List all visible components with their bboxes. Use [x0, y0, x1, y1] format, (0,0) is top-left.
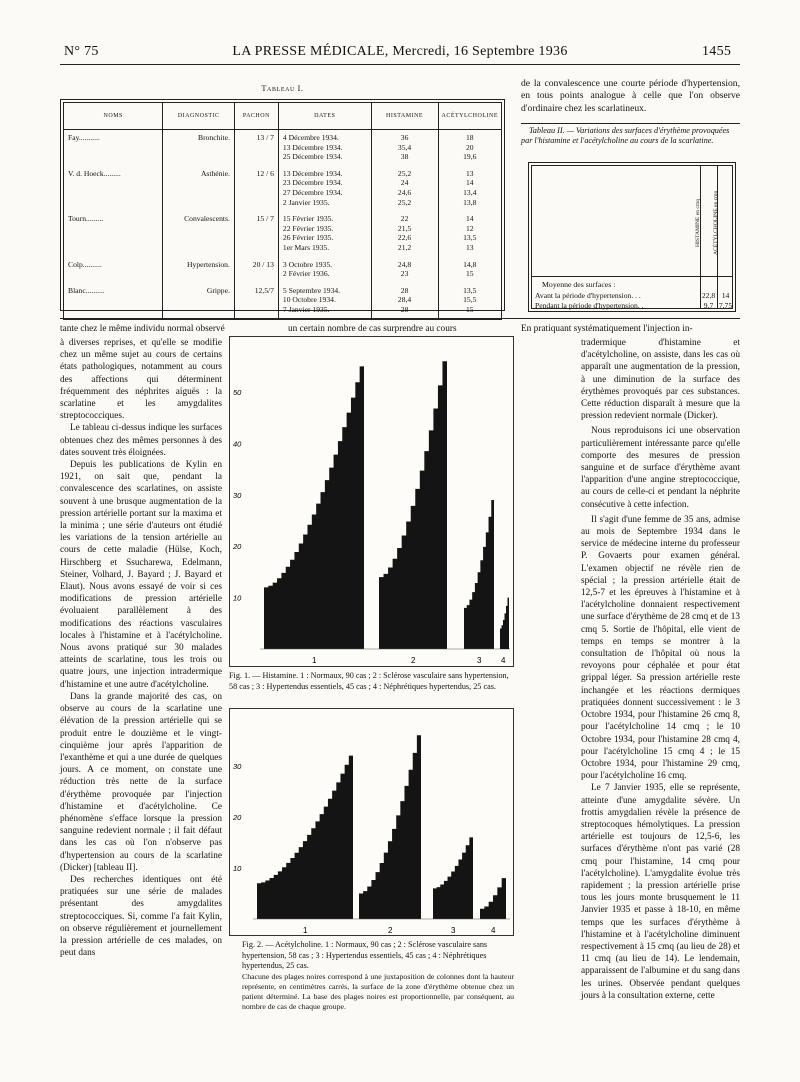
table1-cell-name	[64, 257, 163, 283]
table1-value: 36	[400, 133, 409, 142]
left-column	[60, 337, 222, 959]
category-label: 1	[303, 926, 308, 935]
y-tick-label: 40	[233, 439, 242, 449]
table1-value: 28	[400, 285, 409, 295]
right-column	[521, 337, 740, 1002]
table1-value: 21,5	[397, 223, 412, 233]
table1-cell-diagnostic	[163, 211, 234, 256]
table1-value: 24,8	[397, 259, 412, 269]
figure-1-frame	[229, 336, 514, 667]
table1-cell-acetylcholine	[438, 257, 502, 283]
table1-value: 13,5	[463, 233, 477, 243]
table1-value: Fay...........	[68, 133, 100, 142]
table1-cell-name	[64, 130, 163, 166]
table1-value: 22	[400, 214, 409, 224]
table1-cell-name	[64, 211, 163, 256]
table1-cell-name	[64, 166, 163, 211]
table1-value: Convalescents.	[184, 214, 230, 224]
table1-value: Tourn.........	[68, 214, 104, 224]
table1-value: 15,5	[463, 295, 477, 305]
table1-value: 26 Février 1935.	[282, 233, 334, 243]
table1-value: 23 Décembre 1934.	[282, 178, 343, 188]
table1-value: 15	[465, 269, 474, 279]
table1-value: 15	[465, 304, 474, 314]
group-1-block	[264, 366, 364, 649]
table1-cell-histamine	[371, 130, 438, 166]
table1-cell-diagnostic	[163, 166, 234, 211]
group-3-block	[464, 500, 494, 649]
table1-cell-histamine	[371, 257, 438, 283]
table1-value: 3 Octobre 1935.	[282, 259, 333, 269]
table1-value: 22 Février 1935.	[282, 223, 334, 233]
table1-value: 19,6	[463, 152, 477, 162]
page-number: 1455	[702, 44, 732, 59]
table1-value: 13	[465, 242, 474, 252]
table1-cell-histamine	[371, 283, 438, 319]
table1-value: 2 Janvier 1935.	[282, 197, 330, 207]
figure-note: Chacune des plages noires correspond à une juxtaposition de colonnes dont la hauteur représente, en centimètres carrés, la surface de la zone d'érythème obtenue chez un patient déterminé. La base des plages noires est proportionnelle, par conséquent, au nombre de cas de chaque groupe.	[242, 972, 514, 1011]
table1-cell-diagnostic	[163, 283, 234, 319]
table1-row	[64, 130, 502, 166]
table1-value: 24	[400, 178, 409, 188]
table1-cell-dates	[278, 283, 371, 319]
table1-value: 13 Décembre 1934.	[282, 168, 343, 178]
table1-header: ACÉTYLCHOLINE	[438, 103, 502, 130]
paragraph: Le 7 Janvier 1935, elle se représente, atteinte d'une amygdalite sévère. Un frottis amygdalien révèle la présence de streptocoques hémolytiques. La pression artérielle est toujours de 12,5-6, les surfaces d'érythème n'ont pas varié (28 cmq pour l'histamine, 14 cmq pour l'acétylcholine). L'amygdalite évolue très rapidement ; la pression artérielle prise tous les jours monte brusquement le 11 Janvier 1935 et passe à 18-10, en même temps que les surfaces d'érythème à l'histamine et à l'acétylcholine diminuent respectivement à 15 cmq (au lieu de 28) et 11 cmq (au lieu de 14). Le lendemain, apparaissent de l'albumine et du sang dans les urines. Observée pendant quelques jours à la consultation externe, cette	[581, 783, 740, 1001]
table1-value: 10 Octobre 1934.	[282, 295, 336, 305]
table1-value: Grippe.	[206, 285, 230, 295]
table1-value: V. d. Hoeck.........	[68, 168, 121, 178]
table1-cell-pachon	[234, 130, 278, 166]
table1-header: DIAGNOSTIC	[163, 103, 234, 130]
table1-value: 15 / 7	[256, 214, 274, 224]
group-4-block	[480, 878, 506, 919]
group-1-block	[257, 756, 353, 919]
y-tick-label: 20	[233, 812, 242, 822]
table1-cell-dates	[278, 166, 371, 211]
right-column-rule	[521, 123, 740, 124]
category-label: 3	[451, 926, 456, 935]
table1	[63, 102, 502, 320]
table1-row	[64, 211, 502, 256]
table1-cell-pachon	[234, 257, 278, 283]
table2-col-histamine: HISTAMINE en cmq	[695, 198, 701, 248]
table1-value: Hypertension.	[187, 259, 230, 269]
table1-value: 13,8	[463, 197, 477, 207]
group-2-block	[359, 735, 421, 919]
y-tick-label: 30	[233, 490, 242, 500]
table1-value: Asthénie.	[200, 168, 230, 178]
table2-label: Moyenne des surfaces :	[542, 280, 616, 289]
table1-cell-histamine	[371, 211, 438, 256]
paragraph: Le tableau ci-dessus indique les surfaces obtenues chez des mêmes personnes à des dates souvent très éloignées.	[60, 423, 222, 458]
table1-value: Blanc..........	[68, 285, 105, 295]
table1-value: 13 Décembre 1934.	[282, 142, 343, 152]
group-2-block	[379, 361, 447, 649]
figure-1-chart	[230, 337, 513, 666]
y-tick-label: 10	[233, 593, 242, 603]
table2-cell: 22,8	[701, 291, 716, 300]
paragraph: Nous reproduisons ici une observation particulièrement intéressante parce qu'elle comporte des mesures de pression sanguine et de surface d'érythème avant l'apparition d'une angine streptococcique, au cours de celle-ci et pendant la néphrite consécutive à cette infection.	[581, 426, 740, 510]
table1-row	[64, 283, 502, 319]
group-4-block	[500, 598, 509, 649]
table1-value: 35,4	[397, 142, 412, 152]
table1-value: 20 / 13	[252, 259, 274, 269]
table1-body	[64, 130, 502, 320]
table1-cell-diagnostic	[163, 257, 234, 283]
figure-2-caption: Fig. 2. — Acétylcholine. 1 : Normaux, 90 cas ; 2 : Sclérose vasculaire sans hypertension, 58 cas ; 3 : Hypertendus essentiels, 45 cas ; 4 : Néphrétiques hypertendus, 25 cas.	[242, 940, 488, 970]
table1-value: 4 Décembre 1934.	[282, 133, 339, 142]
table2-cell: 7,75	[718, 301, 733, 310]
table1-row	[64, 166, 502, 211]
table1-caption: Tableau I.	[261, 84, 304, 93]
table1-cell-pachon	[234, 211, 278, 256]
table1-cell-acetylcholine	[438, 211, 502, 256]
table2-row-label: Pendant la période d'hypertension. .	[535, 301, 644, 310]
table1-cell-pachon	[234, 166, 278, 211]
figure-1-caption: Fig. 1. — Histamine. 1 : Normaux, 90 cas ; 2 : Sclérose vasculaire sans hypertension, 58 cas ; 3 : Hypertendus essentiels, 45 cas ; 4 : Néphrétiques hypertendus, 25 cas.	[229, 671, 509, 691]
table1-value: 25 Décembre 1934.	[282, 152, 343, 162]
table1-value: 13,5	[463, 285, 477, 295]
table1-value: 38	[400, 152, 409, 162]
table2-row-label: Avant la période d'hypertension. . .	[535, 291, 641, 300]
category-label: 1	[312, 656, 317, 665]
table1-header: PACHON	[234, 103, 278, 130]
table1-value: 13	[465, 168, 474, 178]
table1-header: HISTAMINE	[371, 103, 438, 130]
table1-value: 25,2	[397, 168, 412, 178]
right-column-top-text: de la convalescence une courte période d'hypertension, en tous points analogue à celle que l'on observe d'ordinaire chez les scarlatineux.	[521, 78, 740, 114]
table1-value: 27 Décembre 1934.	[282, 187, 343, 197]
paragraph: Des recherches identiques ont été pratiquées sur une série de malades présentant des amygdalites streptococciques. Si, comme l'a fait Kylin, on observe régulièrement et journellement la pression artérielle de ces malades, on peut dans	[60, 874, 222, 959]
table2-caption: Tableau II. — Variations des surfaces d'érythème provoquées par l'histamine et l'acétylcholine au cours de la scarlatine.	[521, 126, 730, 145]
table1-value: 28	[400, 304, 409, 314]
table1-value: 13 / 7	[256, 133, 274, 142]
table1-cell-acetylcholine	[438, 166, 502, 211]
left-column-first-line: tante chez le même individu normal observé	[60, 324, 225, 334]
table1-value: Colp..........	[68, 259, 102, 269]
table1-value: 2 Février 1936.	[282, 269, 330, 279]
table1-cell-pachon	[234, 283, 278, 319]
table2	[531, 165, 733, 309]
table1-cell-dates	[278, 211, 371, 256]
y-tick-label: 10	[233, 863, 242, 873]
table1-cell-name	[64, 283, 163, 319]
table1-cell-acetylcholine	[438, 130, 502, 166]
table1-value: 25,2	[397, 197, 412, 207]
category-label: 4	[491, 926, 496, 935]
category-label: 4	[501, 656, 506, 665]
paragraph: Depuis les publications de Kylin en 1921, on sait que, pendant la convalescence des scarlatines, on assiste souvent à une brusque augmentation de la pression artérielle portant sur la maxima et la minima ; une série d'auteurs ont étudié les variations de la tension artérielle au cours de cette maladie (Hülse, Koch, Hirschberg et Ssucharewa, Edelmann, Steiner, Volhard, J. Bayard ; J. Bayard et Elaut). Nous avons essayé de voir si ces modifications de pression artérielle évoluaient parallèlement à des modifications des réactions vasculaires locales à l'histamine et à l'acétylcholine. Nous avons pratiqué sur 30 malades atteints de scarlatine, tous les trois ou quatre jours, une injection intradermique d'histamine et une autre d'acétylcholine.	[60, 460, 222, 690]
paragraph: tradermique d'histamine et d'acétylcholine, on assiste, dans les cas où apparaît une augmentation de la pression, à une diminution de la surface des érythèmes provoqués par ces substances. Cette réduction disparaît à mesure que la pression redevient normale (Dicker).	[581, 338, 740, 422]
table1-value: 18	[465, 133, 474, 142]
table2-col-acetylcholine: ACÉTYLCHOLINE en cmq	[713, 190, 719, 256]
group-3-block	[433, 837, 473, 919]
table1-header-row	[64, 103, 502, 130]
table1-value: 5 Septembre 1934.	[282, 285, 341, 295]
table1-header: NOMS	[64, 103, 163, 130]
table2-frame	[528, 162, 736, 312]
table1-header: DATES	[278, 103, 371, 130]
table1-value: 14,8	[463, 259, 477, 269]
paragraph: Il s'agit d'une femme de 35 ans, admise au mois de Septembre 1934 dans le service de médecine interne du professeur P. Govaerts pour examen général. L'examen objectif ne révèle rien de spécial ; la pression artérielle était de 12,5-7 et les épreuves à l'histamine et à l'acétylcholine donnaient respectivement une surface d'érythème de 28 cmq et de 13 cmq 5. Sortie de l'hôpital, elle vient de temps en temps se montrer à la consultation de l'hôpital où nous la revoyons pour céphalée et pour état grippal léger. Sa pression artérielle reste inchangée et les réactions dermiques pratiquées donnent successivement : le 3 Octobre 1934, pour l'histamine 26 cmq 8, pour l'acétylcholine 14 cmq ; le 10 Octobre 1934, pour l'histamine 28 cmq 4, pour l'acétylcholine 15 cmq 4 ; le 15 Octobre 1934, pour l'histamine 29 cmq, pour l'acétylcholine 16 cmq.	[581, 514, 740, 782]
table1-cell-dates	[278, 130, 371, 166]
y-tick-label: 30	[233, 761, 242, 771]
table1-value: 13,4	[463, 187, 477, 197]
right-column-first-line: En pratiquant systématiquement l'injection in-	[521, 324, 693, 334]
table2-cell: 9,7	[703, 301, 714, 310]
table1-row	[64, 257, 502, 283]
table1-value: 12	[465, 223, 474, 233]
y-tick-label: 50	[233, 388, 242, 398]
table1-value: 24,6	[397, 187, 412, 197]
table1-value: 14	[465, 178, 474, 188]
category-label: 2	[388, 926, 393, 935]
center-first-line: un certain nombre de cas surprendre au cours	[288, 324, 457, 334]
table1-value: Bronchite.	[198, 133, 230, 142]
figure-2-chart	[230, 709, 513, 935]
header-rule	[60, 64, 740, 65]
y-tick-label: 20	[233, 542, 242, 552]
table1-frame	[60, 99, 505, 314]
table2-divider	[532, 276, 732, 277]
table1-value: 1er Mars 1935.	[282, 242, 330, 252]
table2-cell: 14	[721, 291, 730, 300]
category-label: 3	[477, 656, 482, 665]
table1-value: 20	[465, 142, 474, 152]
table1-value: 23	[400, 269, 409, 279]
table1-value: 12 / 6	[256, 168, 274, 178]
table1-value: 14	[465, 214, 474, 224]
table1-value: 22,6	[397, 233, 412, 243]
table1-cell-dates	[278, 257, 371, 283]
journal-title: LA PRESSE MÉDICALE, Mercredi, 16 Septembre 1936	[232, 44, 568, 59]
table1-cell-acetylcholine	[438, 283, 502, 319]
paragraph: Dans la grande majorité des cas, on observe au cours de la scarlatine une élévation de la pression artérielle qui se produit entre le douzième et le vingt-cinquième jour après l'apparition de l'exanthème et qui a une durée de quelques jours. A ce moment, on constate une réduction très nette de la surface d'érythème provoquée par l'injection d'histamine et d'acétylcholine. Ce phénomène s'efface lorsque la pression sanguine redevient normale ; il fait défaut dans les cas où l'on n'observe pas d'hypertension au cours de la scarlatine (Dicker) [tableau II].	[60, 691, 222, 873]
table1-value: 15 Février 1935.	[282, 214, 334, 224]
table1-value: 28,4	[397, 295, 412, 305]
figure-2-frame	[229, 708, 514, 936]
issue-number: N° 75	[64, 44, 99, 59]
category-label: 2	[411, 656, 416, 665]
table1-value: 12,5/7	[254, 285, 274, 295]
table1-cell-histamine	[371, 166, 438, 211]
table1-value: 7 Janvier 1935.	[282, 304, 330, 314]
table1-cell-diagnostic	[163, 130, 234, 166]
table1-value: 21,2	[397, 242, 412, 252]
paragraph: à diverses reprises, et qu'elle se modifie chez un même sujet au cours de certains états pathologiques, notamment au cours des affections qui déterminent fréquemment des néphrites aiguës : la scarlatine et les amygdalites streptococciques.	[60, 338, 222, 422]
